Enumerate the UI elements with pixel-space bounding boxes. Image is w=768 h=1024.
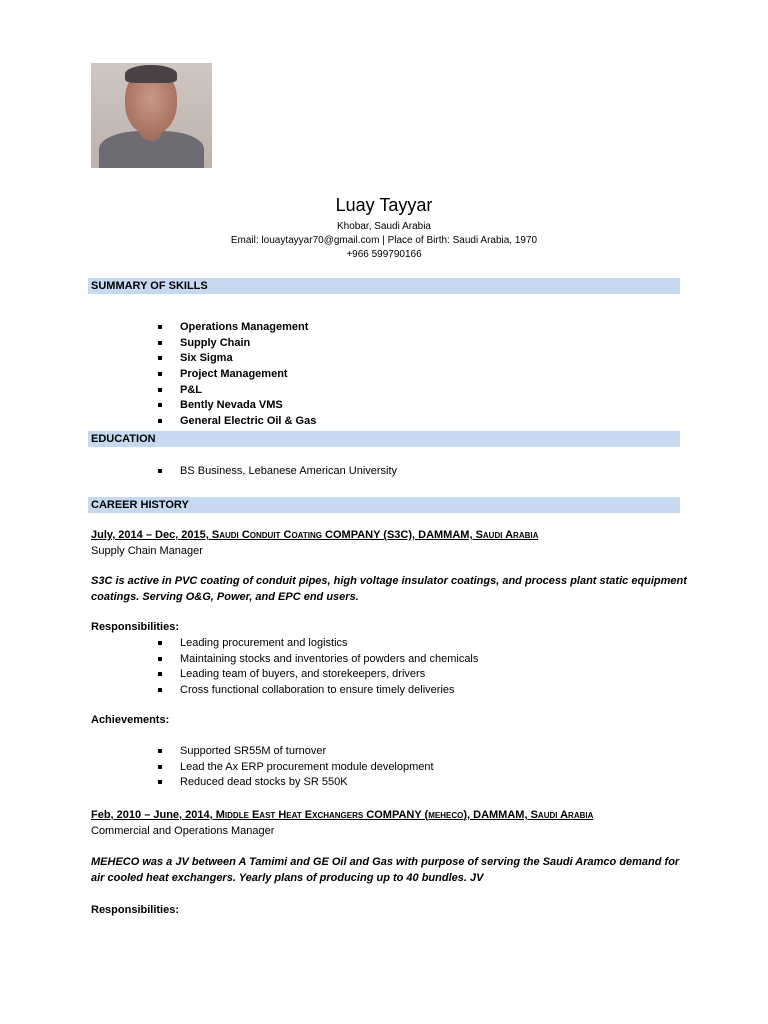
list-item: Six Sigma xyxy=(158,351,316,367)
bullet-icon xyxy=(158,780,162,784)
bullet-icon xyxy=(158,657,162,661)
list-item: P&L xyxy=(158,383,316,399)
photo-hair xyxy=(125,65,177,83)
list-item: BS Business, Lebanese American University xyxy=(158,464,397,480)
bullet-icon xyxy=(158,688,162,692)
list-item: Cross functional collaboration to ensure timely deliveries xyxy=(158,683,478,699)
job-header: July, 2014 – Dec, 2015, Saudi Conduit Coating COMPANY (S3C), DAMMAM, Saudi Arabia xyxy=(91,529,539,541)
achievements-list xyxy=(158,744,434,791)
bullet-icon xyxy=(158,672,162,676)
list-item: General Electric Oil & Gas xyxy=(158,414,316,430)
list-item: Leading procurement and logistics xyxy=(158,636,478,652)
education-section-title: EDUCATION xyxy=(88,431,680,447)
list-item: Bently Nevada VMS xyxy=(158,398,316,414)
profile-photo xyxy=(91,63,212,168)
list-item: Maintaining stocks and inventories of powders and chemicals xyxy=(158,652,478,668)
bullet-icon xyxy=(158,641,162,645)
skills-section-title: SUMMARY OF SKILLS xyxy=(88,278,680,294)
phone-line: +966 599790166 xyxy=(346,249,422,260)
bullet-icon xyxy=(158,372,162,376)
list-item: Operations Management xyxy=(158,320,316,336)
email-line: Email: louaytayyar70@gmail.com | Place of Birth: Saudi Arabia, 1970 xyxy=(230,235,538,246)
list-item: Lead the Ax ERP procurement module development xyxy=(158,760,434,776)
bullet-icon xyxy=(158,765,162,769)
location-line: Khobar, Saudi Arabia xyxy=(337,221,431,232)
bullet-icon xyxy=(158,325,162,329)
job-description-line: S3C is active in PVC coating of conduit pipes, high voltage insulator coatings, and process plant static equipment xyxy=(91,575,687,587)
responsibilities-label: Responsibilities: xyxy=(91,904,180,916)
list-item: Supported SR55M of turnover xyxy=(158,744,434,760)
education-list xyxy=(158,464,397,480)
responsibilities-list xyxy=(158,636,478,699)
job-header: Feb, 2010 – June, 2014, Middle East Heat Exchangers COMPANY (meheco), DAMMAM, Saudi Arabia xyxy=(91,809,594,821)
bullet-icon xyxy=(158,469,162,473)
bullet-icon xyxy=(158,749,162,753)
job-title: Supply Chain Manager xyxy=(91,545,203,557)
list-item: Project Management xyxy=(158,367,316,383)
job-description-line: MEHECO was a JV between A Tamimi and GE Oil and Gas with purpose of serving the Saudi Aramco demand for xyxy=(91,856,680,868)
candidate-name: Luay Tayyar xyxy=(335,195,433,215)
job-description-line: air cooled heat exchangers. Yearly plans of producing up to 40 bundles. JV xyxy=(91,872,484,884)
bullet-icon xyxy=(158,341,162,345)
responsibilities-label: Responsibilities: xyxy=(91,621,180,633)
bullet-icon xyxy=(158,388,162,392)
job-description-line: coatings. Serving O&G, Power, and EPC end users. xyxy=(91,591,359,603)
list-item: Reduced dead stocks by SR 550K xyxy=(158,775,434,791)
bullet-icon xyxy=(158,403,162,407)
job-title: Commercial and Operations Manager xyxy=(91,825,275,837)
bullet-icon xyxy=(158,419,162,423)
bullet-icon xyxy=(158,356,162,360)
list-item: Supply Chain xyxy=(158,336,316,352)
career-section-title: CAREER HISTORY xyxy=(88,497,680,513)
skills-list xyxy=(158,320,316,430)
list-item: Leading team of buyers, and storekeepers, drivers xyxy=(158,667,478,683)
achievements-label: Achievements: xyxy=(91,714,170,726)
